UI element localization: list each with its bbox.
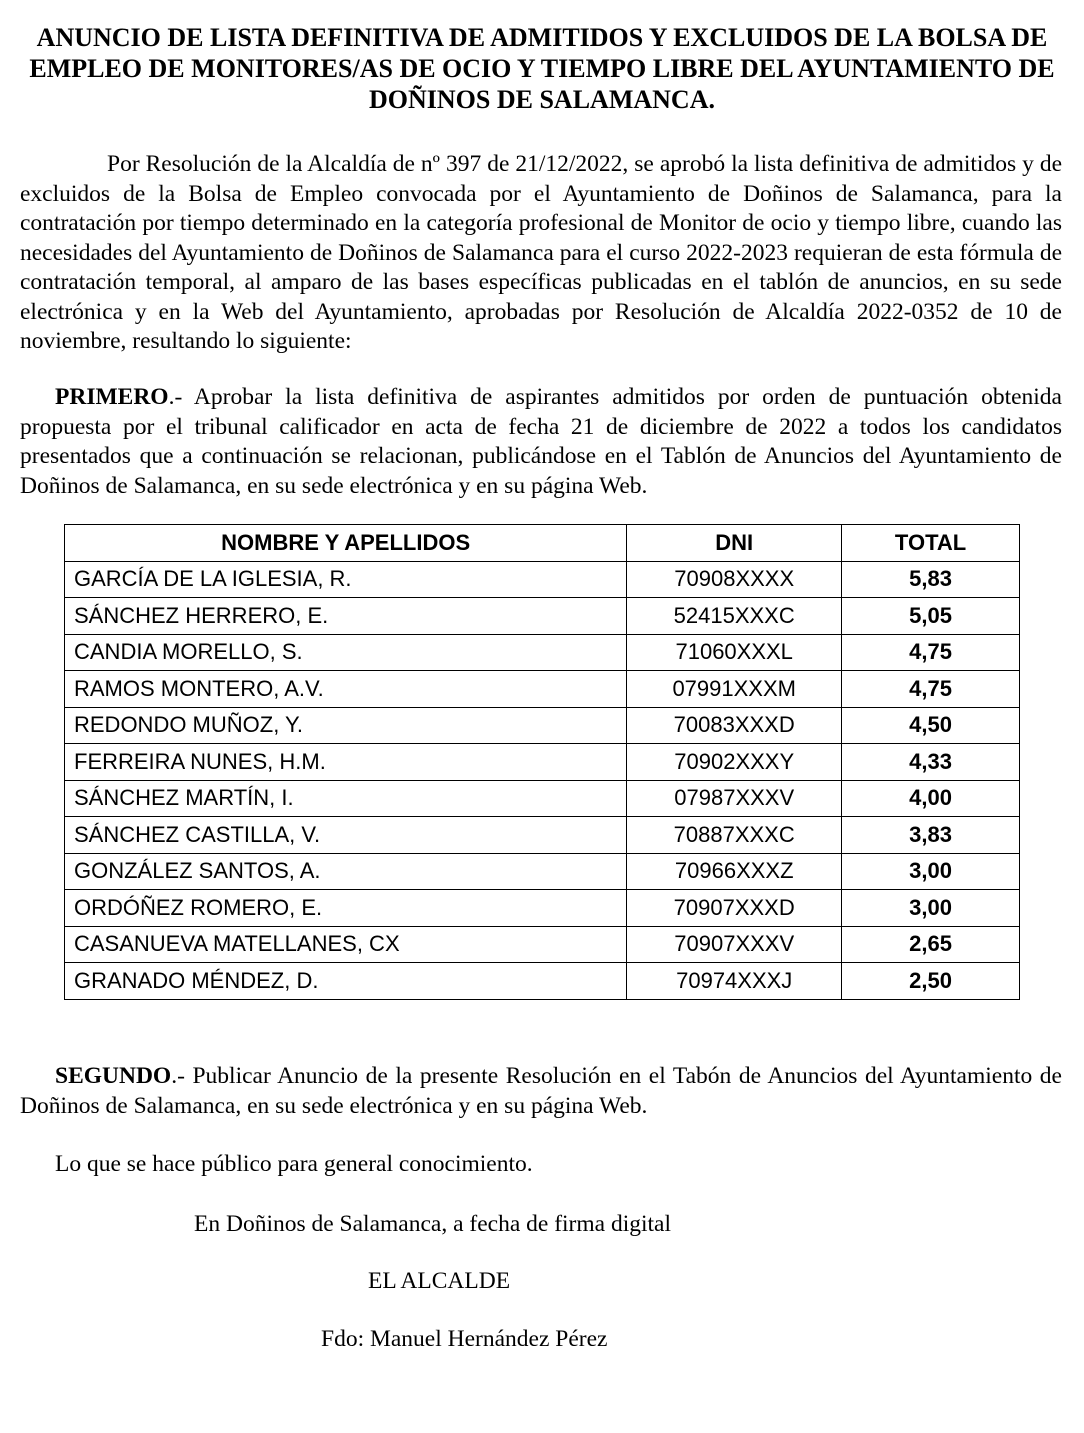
admitted-candidates-table [64,524,1020,1000]
table-row [65,853,1020,890]
candidate-name: FERREIRA NUNES, H.M. [65,744,627,781]
candidate-dni: 70083XXXD [627,707,842,744]
place-date-text: En Doñinos de Salamanca, a fecha de firma digital [194,1211,671,1237]
candidate-name: SÁNCHEZ HERRERO, E. [65,598,627,635]
segundo-label: SEGUNDO [55,1063,172,1089]
closing-text: Lo que se hace público para general conocimiento. [55,1151,533,1177]
primero-label: PRIMERO [55,384,169,410]
header-dni: DNI [627,525,842,562]
candidate-total: 4,00 [842,780,1020,817]
segundo-paragraph [20,1062,1062,1121]
signer-role: EL ALCALDE [368,1268,511,1294]
header-name: NOMBRE Y APELLIDOS [65,525,627,562]
candidate-dni: 71060XXXL [627,634,842,671]
table-row [65,780,1020,817]
primero-text: .- Aprobar la lista definitiva de aspirantes admitidos por orden de puntuación obtenida propuesta por el tribunal calificador en acta de fecha 21 de diciembre de 2022 a todos los candidatos presentados que a continuación se relacionan, publicándose en el Tablón de Anuncios del Ayuntamiento de Doñinos de Salamanca, en su sede electrónica y en su página Web. [20,384,1062,499]
candidate-total: 4,50 [842,707,1020,744]
candidate-dni: 07987XXXV [627,780,842,817]
candidate-name: ORDÓÑEZ ROMERO, E. [65,890,627,927]
candidate-total: 3,00 [842,853,1020,890]
document-title: ANUNCIO DE LISTA DEFINITIVA DE ADMITIDOS Y EXCLUIDOS DE LA BOLSA DE EMPLEO DE MONITORES/AS DE OCIO Y TIEMPO LIBRE DEL AYUNTAMIENTO DE DOÑINOS DE SALAMANCA. [29,23,1055,114]
candidate-dni: 70902XXXY [627,744,842,781]
candidate-name: SÁNCHEZ CASTILLA, V. [65,817,627,854]
candidate-name: RAMOS MONTERO, A.V. [65,671,627,708]
candidate-dni: 70907XXXD [627,890,842,927]
candidate-name: GONZÁLEZ SANTOS, A. [65,853,627,890]
table-row [65,598,1020,635]
signer-name: Fdo: Manuel Hernández Pérez [321,1326,608,1352]
candidate-total: 4,33 [842,744,1020,781]
candidate-dni: 70907XXXV [627,926,842,963]
table-row [65,634,1020,671]
table-row [65,817,1020,854]
candidate-total: 4,75 [842,671,1020,708]
candidate-dni: 70974XXXJ [627,963,842,1000]
table-row [65,963,1020,1000]
intro-paragraph: Por Resolución de la Alcaldía de nº 397 de 21/12/2022, se aprobó la lista definitiva de admitidos y de excluidos de la Bolsa de Empleo convocada por el Ayuntamiento de Doñinos de Salamanca, para la contratación por tiempo determinado en la categoría profesional de Monitor de ocio y tiempo libre, cuando las necesidades del Ayuntamiento de Doñinos de Salamanca para el curso 2022-2023 requieran de esta fórmula de contratación temporal, al amparo de las bases específicas publicadas en el tablón de anuncios, en su sede electrónica y en la Web del Ayuntamiento, aprobadas por Resolución de Alcaldía 2022-0352 de 10 de noviembre, resultando lo siguiente: [20,151,1062,354]
table-row [65,561,1020,598]
candidate-name: GARCÍA DE LA IGLESIA, R. [65,561,627,598]
table-row [65,671,1020,708]
candidate-name: GRANADO MÉNDEZ, D. [65,963,627,1000]
candidate-dni: 07991XXXM [627,671,842,708]
candidate-dni: 52415XXXC [627,598,842,635]
header-total: TOTAL [842,525,1020,562]
candidate-name: REDONDO MUÑOZ, Y. [65,707,627,744]
table-row [65,926,1020,963]
candidate-dni: 70908XXXX [627,561,842,598]
candidate-total: 5,83 [842,561,1020,598]
candidate-name: CASANUEVA MATELLANES, CX [65,926,627,963]
candidate-name: SÁNCHEZ MARTÍN, I. [65,780,627,817]
candidate-total: 3,00 [842,890,1020,927]
candidate-total: 2,50 [842,963,1020,1000]
candidate-total: 5,05 [842,598,1020,635]
segundo-text: .- Publicar Anuncio de la presente Resolución en el Tabón de Anuncios del Ayuntamiento de Doñinos de Salamanca, en su sede electrónica y en su página Web. [20,1063,1062,1119]
table-row [65,890,1020,927]
table-header-row [65,525,1020,562]
table-row [65,707,1020,744]
candidate-dni: 70966XXXZ [627,853,842,890]
candidate-total: 2,65 [842,926,1020,963]
candidate-name: CANDIA MORELLO, S. [65,634,627,671]
candidate-dni: 70887XXXC [627,817,842,854]
candidate-total: 3,83 [842,817,1020,854]
primero-paragraph [20,383,1062,501]
candidate-total: 4,75 [842,634,1020,671]
table-row [65,744,1020,781]
